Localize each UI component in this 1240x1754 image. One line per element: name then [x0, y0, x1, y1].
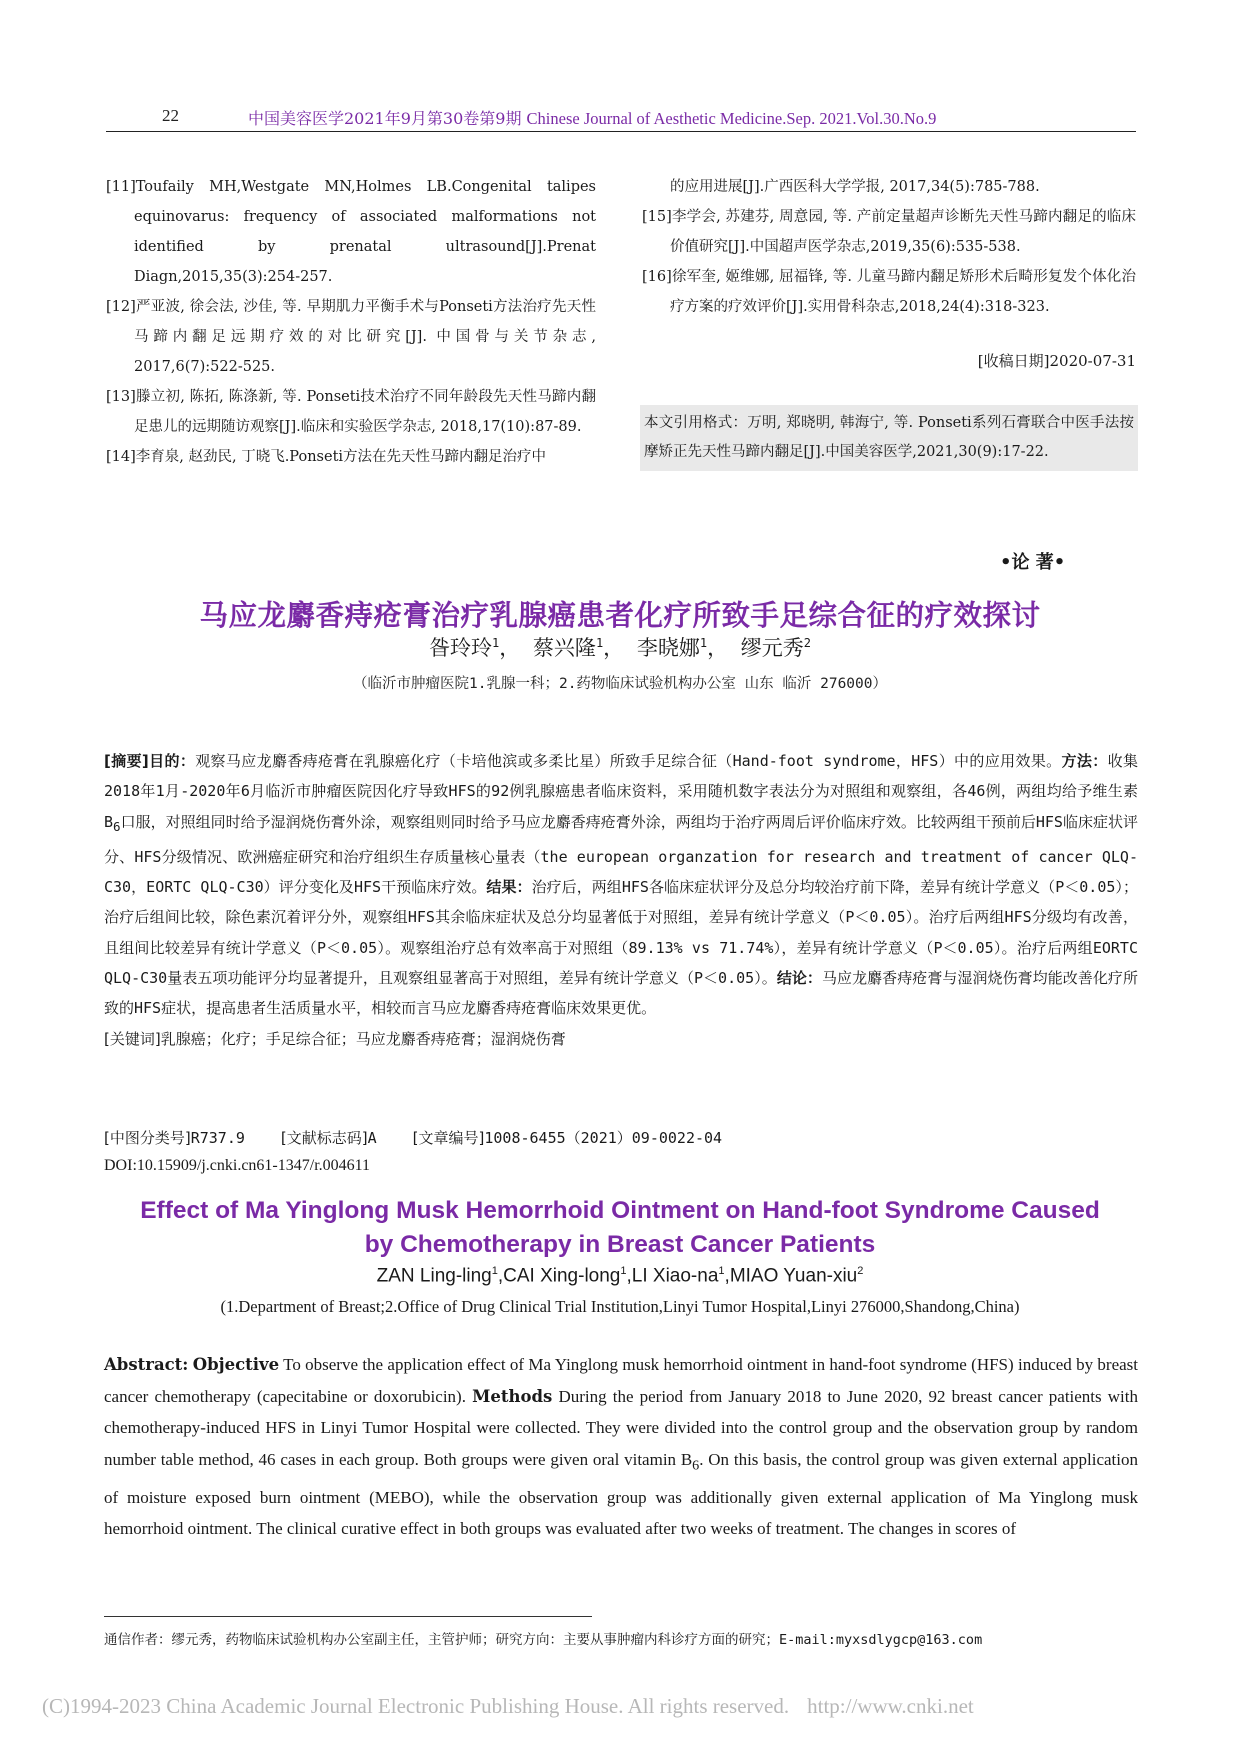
journal-citation-line	[248, 106, 936, 129]
affiliation-cn: （临沂市肿瘤医院1.乳腺一科；2.药物临床试验机构办公室 山东 临沂 276000）	[353, 676, 887, 692]
doi: DOI:10.15909/j.cnki.cn61-1347/r.004611	[104, 1157, 371, 1174]
classification-line	[104, 1127, 722, 1148]
authors-cn: 昝玲玲$^1$， 蔡兴隆$^1$， 李晓娜$^1$， 缪元秀$^2$	[429, 636, 811, 660]
affiliation-en: (1.Department of Breast;2.Office of Drug Clinical Trial Institution,Linyi Tumor Hospital,Linyi 276000,Shandong,China)	[220, 1297, 1020, 1316]
abstract-cn: [摘要]目的：观察马应龙麝香痔疮膏在乳腺癌化疗（卡培他滨或多柔比星）所致手足综合征（Hand-foot syndrome，HFS）中的应用效果。方法：收集2018年1月-2020年6月临沂市肿瘤医院因化疗导致HFS的92例乳腺癌患者临床资料，采用随机数字表法分为对照组和观察组，各46例，两组均给予维生素$B_6$口服，对照组同时给予湿润烧伤膏外涂，观察组则同时给予马应龙麝香痔疮膏外涂，两组均于治疗两周后评价临床疗效。比较两组干预前后HFS临床症状评分、HFS分级情况、欧洲癌症研究和治疗组织生存质量核心量表（the european organzation for research and treatment of cancer QLQ-C30，EORTC QLQ-C30）评分变化及HFS干预临床疗效。结果：治疗后，两组HFS各临床症状评分及总分均较治疗前下降，差异有统计学意义（P＜0.05）；治疗后组间比较，除色素沉着评分外，观察组HFS其余临床症状及总分均显著低于对照组，差异有统计学意义（P＜0.05）。治疗后两组HFS分级均有改善，且组间比较差异有统计学意义（P＜0.05）。观察组治疗总有效率高于对照组（89.13% vs 71.74%），差异有统计学意义（P＜0.05）。治疗后两组EORTC QLQ-C30量表五项功能评分均显著提升，且观察组显著高于对照组，差异有统计学意义（P＜0.05）。结论：马应龙麝香痔疮膏与湿润烧伤膏均能改善化疗所致的HFS症状，提高患者生活质量水平，相较而言马应龙麝香痔疮膏临床效果更优。 [关键词]乳腺癌；化疗；手足综合征；马应龙麝香痔疮膏；湿润烧伤膏	[104, 752, 1138, 1048]
abstract-en-label: Abstract:	[104, 1355, 189, 1374]
journal-name-en: Chinese Journal of Aesthetic Medicine.Sep. 2021.Vol.30.No.9	[526, 109, 937, 128]
author-name: CAI Xing-long	[503, 1265, 621, 1287]
objective-en-text: To observe the application effect of Ma Yinglong musk hemorrhoid ointment in hand-foot syndrome (HFS) induced by breast cancer chemotherapy (capecitabine or doxorubicin).	[104, 1355, 1139, 1406]
conclusion-text: 马应龙麝香痔疮膏与湿润烧伤膏均能改善化疗所致的HFS症状，提高患者生活质量水平，相较而言马应龙麝香痔疮膏临床效果更优。	[104, 969, 1138, 1018]
author-name: LI Xiao-na	[631, 1265, 719, 1287]
citation-format-box: 本文引用格式：万明, 郑晓明, 韩海宁, 等. Ponseti系列石膏联合中医手法按摩矫正先天性马蹄内翻足[J].中国美容医学,2021,30(9):17-22.	[640, 405, 1138, 471]
article-id-value: 1008-6455（2021）09-0022-04	[484, 1129, 723, 1147]
results-label: 结果：	[486, 878, 532, 897]
reference-item: [16]徐军奎, 姬维娜, 屈福锋, 等. 儿童马蹄内翻足矫形术后畸形复发个体化治疗方案的疗效评价[J].实用骨科杂志,2018,24(4):318-323.	[642, 269, 1136, 315]
references-right-column	[642, 172, 1136, 322]
abstract-en: Abstract: Objective To observe the application effect of Ma Yinglong musk hemorrhoid ointment in hand-foot syndrome (HFS) induced by breast cancer chemotherapy (capecitabine or doxorubicin). Methods During the period from January 2018 to June 2020, 92 breast cancer patients with chemotherapy-induced HFS in Linyi Tumor Hospital were collected. They were divided into the control group and the observation group by random number table method, 46 cases in each group. Both groups were given oral vitamin $B_6$. On this basis, the control group was given external application of moisture exposed burn ointment (MEBO), while the observation group was additionally given external application of Ma Yinglong musk hemorrhoid ointment. The clinical curative effect in both groups was evaluated after two weeks of treatment. The changes in scores of	[104, 1355, 1139, 1539]
authors-en: ZAN Ling-ling$^1$,CAI Xing-long$^1$,LI Xiao-$na^1,MIAO$ Yuan-xiu$^2$	[376, 1265, 864, 1287]
page-number: 22	[162, 106, 179, 125]
doc-code-value: A	[367, 1129, 377, 1147]
article-title-en: Effect of Ma Yinglong Musk Hemorrhoid Ointment on Hand-foot Syndrome Caused by Chemotherapy in Breast Cancer Patients	[140, 1197, 1100, 1258]
copyright-notice	[42, 1694, 974, 1719]
conclusion-label: 结论：	[776, 969, 822, 988]
cnki-link[interactable]: http://www.cnki.net	[807, 1694, 974, 1718]
objective-en-label: Objective	[192, 1355, 280, 1374]
corresponding-author-footnote: 通信作者：缪元秀，药物临床试验机构办公室副主任，主管护师；研究方向：主要从事肿瘤内科诊疗方面的研究；E-mail:myxsdlygcp@163.com	[104, 1632, 983, 1648]
author-name: MIAO Yuan-xiu	[729, 1265, 858, 1287]
abstract-label: [摘要]	[104, 752, 149, 770]
reference-item: [14]李育泉, 赵劲民, 丁晓飞.Ponseti方法在先天性马蹄内翻足治疗中	[106, 449, 547, 465]
methods-en-text: . On this basis, the control group was given external application of moisture exposed burn ointment (MEBO), while the observation group was additionally given external application of Ma Yinglong musk hemorrhoid ointment. The clinical curative effect in both groups was evaluated after two weeks of treatment. The changes in scores of	[104, 1449, 1138, 1539]
objective-label: 目的：	[148, 752, 196, 770]
reference-item: [13]滕立初, 陈拓, 陈涤新, 等. Ponseti技术治疗不同年龄段先天性马蹄内翻足患儿的远期随访观察[J].临床和实验医学杂志, 2018,17(10):87-89.	[106, 389, 596, 435]
references-left-column	[106, 172, 596, 472]
clc-value: R737.9	[190, 1129, 245, 1147]
author-name: 缪元秀	[740, 636, 804, 660]
methods-text: 收集2018年1月-2020年6月临沂市肿瘤医院因化疗导致HFS的92例乳腺癌患者临床资料，采用随机数字表法分为对照组和观察组，各46例，两组均给予维生素B	[104, 752, 1138, 831]
article-id-label: [文章编号]	[412, 1129, 485, 1147]
reference-item-continued: 的应用进展[J].广西医科大学学报, 2017,34(5):785-788.	[670, 179, 1040, 195]
received-date: [收稿日期]2020-07-31	[977, 352, 1136, 370]
running-header	[106, 106, 1136, 132]
methods-label: 方法：	[1061, 752, 1108, 770]
author-name: ZAN Ling-ling	[376, 1265, 492, 1287]
reference-item: [11]Toufaily MH,Westgate MN,Holmes LB.Congenital talipes equinovarus: frequency of associated malformations not identified by prenatal ultrasound[J].Prenat Diagn,2015,35(3):254-257.	[106, 179, 596, 285]
keywords-text: 乳腺癌；化疗；手足综合征；马应龙麝香痔疮膏；湿润烧伤膏	[160, 1029, 566, 1048]
keywords-label: [关键词]	[104, 1029, 161, 1048]
author-name: 蔡兴隆	[532, 636, 596, 660]
doc-code-label: [文献标志码]	[280, 1129, 368, 1147]
section-tag: •论 著•	[1000, 552, 1066, 573]
methods-en-text: During the period from January 2018 to June 2020, 92 breast cancer patients with chemotherapy-induced HFS in Linyi Tumor Hospital were collected. They were divided into the control group and the observation group by random number table method, 46 cases in each group. Both groups were given oral vitamin B	[104, 1386, 1138, 1469]
journal-name-cn: 中国美容医学2021年9月第30卷第9期	[248, 109, 522, 128]
results-text: 治疗后，两组HFS各临床症状评分及总分均较治疗前下降，差异有统计学意义（P＜0.05）；治疗后组间比较，除色素沉着评分外，观察组HFS其余临床症状及总分均显著低于对照组，差异有统计学意义（P＜0.05）。治疗后两组HFS分级均有改善，且组间比较差异有统计学意义（P＜0.05）。观察组治疗总有效率高于对照组（89.13% vs 71.74%），差异有统计学意义（P＜0.05）。治疗后两组EORTC QLQ-C30量表五项功能评分均显著提升，且观察组显著高于对照组，差异有统计学意义（P＜0.05）。	[104, 878, 1138, 988]
footnote-divider	[104, 1616, 592, 1617]
objective-text: 观察马应龙麝香痔疮膏在乳腺癌化疗（卡培他滨或多柔比星）所致手足综合征（Hand-foot syndrome，HFS）中的应用效果。	[195, 752, 1062, 770]
article-title-cn: 马应龙麝香痔疮膏治疗乳腺癌患者化疗所致手足综合征的疗效探讨	[199, 599, 1041, 632]
methods-en-label: Methods	[472, 1386, 553, 1406]
reference-item: [15]李学会, 苏建芬, 周意园, 等. 产前定量超声诊断先天性马蹄内翻足的临床价值研究[J].中国超声医学杂志,2019,35(6):535-538.	[642, 209, 1136, 255]
clc-label: [中图分类号]	[104, 1129, 191, 1147]
methods-text: 口服，对照组同时给予湿润烧伤膏外涂，观察组则同时给予马应龙麝香痔疮膏外涂，两组均于治疗两周后评价临床疗效。比较两组干预前后HFS临床症状评分、HFS分级情况、欧洲癌症研究和治疗组织生存质量核心量表（the european organzation for research and treatment of cancer QLQ-C30，EORTC QLQ-C30）评分变化及HFS干预临床疗效。	[104, 812, 1138, 897]
author-name: 李晓娜	[636, 636, 700, 660]
copyright-text: (C)1994-2023 China Academic Journal Electronic Publishing House. All rights reserved.	[42, 1694, 790, 1718]
author-name: 昝玲玲	[429, 636, 493, 660]
reference-item: [12]严亚波, 徐会法, 沙佳, 等. 早期肌力平衡手术与Ponseti方法治疗先天性马蹄内翻足远期疗效的对比研究[J]. 中国骨与关节杂志, 2017,6(7):522-525.	[106, 299, 597, 375]
